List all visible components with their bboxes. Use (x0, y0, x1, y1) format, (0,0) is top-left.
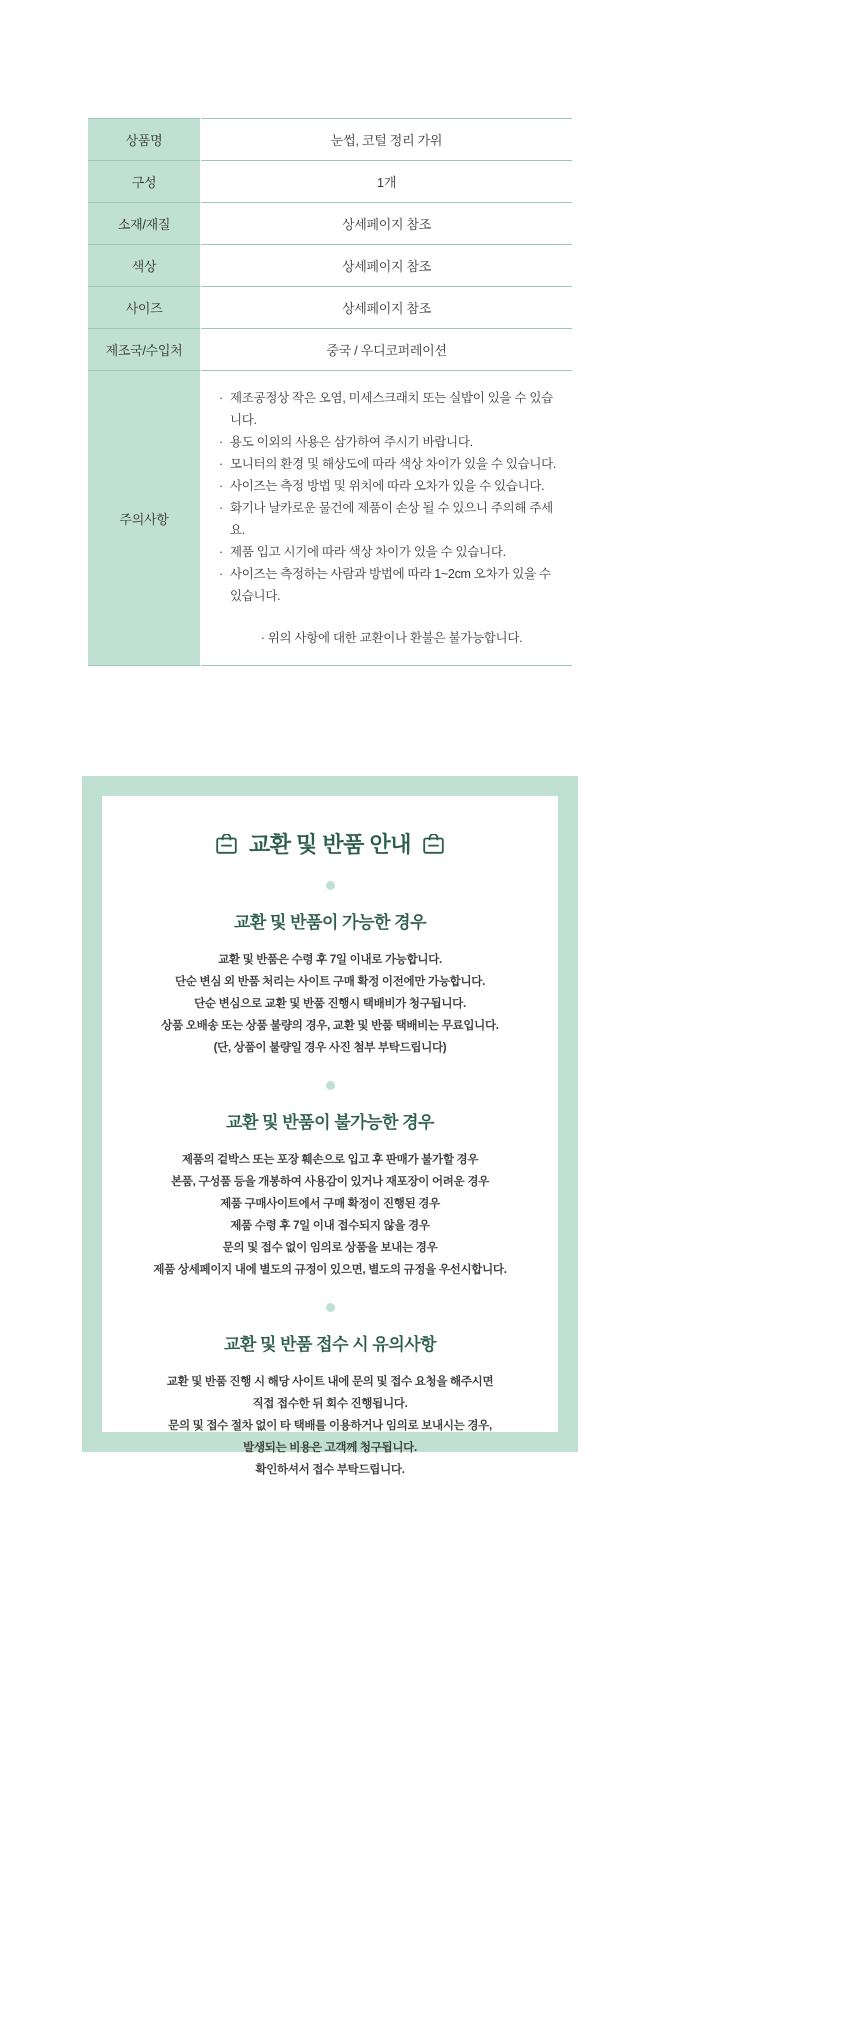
guide-inner-panel (102, 796, 558, 1476)
notice-footer: · 위의 사항에 대한 교환이나 환불은 불가능합니다. (260, 631, 523, 645)
spec-value: 상세페이지 참조 (201, 203, 573, 245)
guide-line: 직접 접수한 뒤 회수 진행됩니다. (252, 1398, 408, 1410)
guide-line: 확인하셔서 접수 부탁드립니다. (255, 1464, 405, 1476)
guide-line: 교환 및 반품은 수령 후 7일 이내로 가능합니다. (218, 954, 442, 966)
spec-label: 색상 (88, 245, 201, 287)
guide-line: 단순 변심 외 반품 처리는 사이트 구매 확정 이전에만 가능합니다. (175, 976, 485, 988)
table-row (88, 287, 572, 329)
section-body-unavailable (130, 1149, 530, 1281)
spec-value: 1개 (201, 161, 573, 203)
section-heading-unavailable: 교환 및 반품이 불가능한 경우 (226, 1113, 434, 1132)
guide-line: 문의 및 접수 절차 없이 타 택배를 이용하거나 임의로 보내시는 경우, (168, 1420, 492, 1432)
spec-value: 상세페이지 참조 (201, 287, 573, 329)
guide-line: 발생되는 비용은 고객께 청구됩니다. (243, 1442, 417, 1454)
spec-table (88, 118, 572, 666)
list-item: · 사이즈는 측정 방법 및 위치에 따라 오차가 있을 수 있습니다. (219, 475, 564, 497)
spec-value: 중국 / 우디코퍼레이션 (201, 329, 573, 371)
shopping-bag-icon (423, 834, 444, 854)
list-item: · 제조공정상 작은 오염, 미세스크래치 또는 실밥이 있을 수 있습니다. (219, 387, 564, 431)
spec-value-notice (201, 371, 573, 666)
spec-label: 제조국/수입처 (88, 329, 201, 371)
list-item: · 제품 입고 시기에 따라 색상 차이가 있을 수 있습니다. (219, 541, 564, 563)
list-item: · 사이즈는 측정하는 사람과 방법에 따라 1~2cm 오차가 있을 수 있습니다. (219, 563, 564, 607)
table-row (88, 329, 572, 371)
spec-label: 상품명 (88, 119, 201, 161)
guide-line: 단순 변심으로 교환 및 반품 진행시 택배비가 청구됩니다. (194, 998, 466, 1010)
guide-line: 상품 오배송 또는 상품 불량의 경우, 교환 및 반품 택배비는 무료입니다. (161, 1020, 499, 1032)
dot-separator (326, 881, 335, 890)
list-item: · 화기나 날카로운 물건에 제품이 손상 될 수 있으니 주의해 주세요. (219, 497, 564, 541)
guide-title-text: 교환 및 반품 안내 (248, 832, 412, 857)
guide-line: (단, 상품이 불량일 경우 사진 첨부 부탁드립니다) (213, 1042, 447, 1054)
section-body-notes (130, 1371, 530, 1481)
guide-line: 교환 및 반품 진행 시 해당 사이트 내에 문의 및 접수 요청을 해주시면 (166, 1376, 494, 1388)
guide-line: 본품, 구성품 등을 개봉하여 사용감이 있거나 재포장이 어려운 경우 (171, 1176, 489, 1188)
guide-line: 문의 및 접수 없이 임의로 상품을 보내는 경우 (222, 1242, 438, 1254)
shopping-bag-icon (216, 834, 237, 854)
table-row (88, 203, 572, 245)
spec-label: 구성 (88, 161, 201, 203)
notice-list (219, 387, 564, 607)
spec-label: 소재/재질 (88, 203, 201, 245)
table-row-notice (88, 371, 572, 666)
dot-separator (326, 1303, 335, 1312)
guide-line: 제품 구매사이트에서 구매 확정이 진행된 경우 (220, 1198, 440, 1210)
table-row (88, 119, 572, 161)
exchange-return-guide (82, 776, 578, 1476)
spec-label: 사이즈 (88, 287, 201, 329)
list-item: · 모니터의 환경 및 해상도에 따라 색상 차이가 있을 수 있습니다. (219, 453, 564, 475)
table-row (88, 161, 572, 203)
section-heading-available: 교환 및 반품이 가능한 경우 (233, 913, 427, 932)
guide-line: 제품 수령 후 7일 이내 접수되지 않을 경우 (230, 1220, 430, 1232)
section-heading-notes: 교환 및 반품 접수 시 유의사항 (223, 1335, 437, 1354)
guide-title (130, 828, 530, 859)
spec-value: 눈썹, 코털 정리 가위 (201, 119, 573, 161)
list-item: · 용도 이외의 사용은 삼가하여 주시기 바랍니다. (219, 431, 564, 453)
spec-value: 상세페이지 참조 (201, 245, 573, 287)
guide-line: 제품 상세페이지 내에 별도의 규정이 있으면, 별도의 규정을 우선시합니다. (153, 1264, 507, 1276)
guide-line: 제품의 겉박스 또는 포장 훼손으로 입고 후 판매가 불가할 경우 (181, 1154, 479, 1166)
dot-separator (326, 1081, 335, 1090)
spec-label-notice: 주의사항 (88, 371, 201, 666)
table-row (88, 245, 572, 287)
section-body-available (130, 949, 530, 1059)
product-spec-table (88, 118, 572, 666)
